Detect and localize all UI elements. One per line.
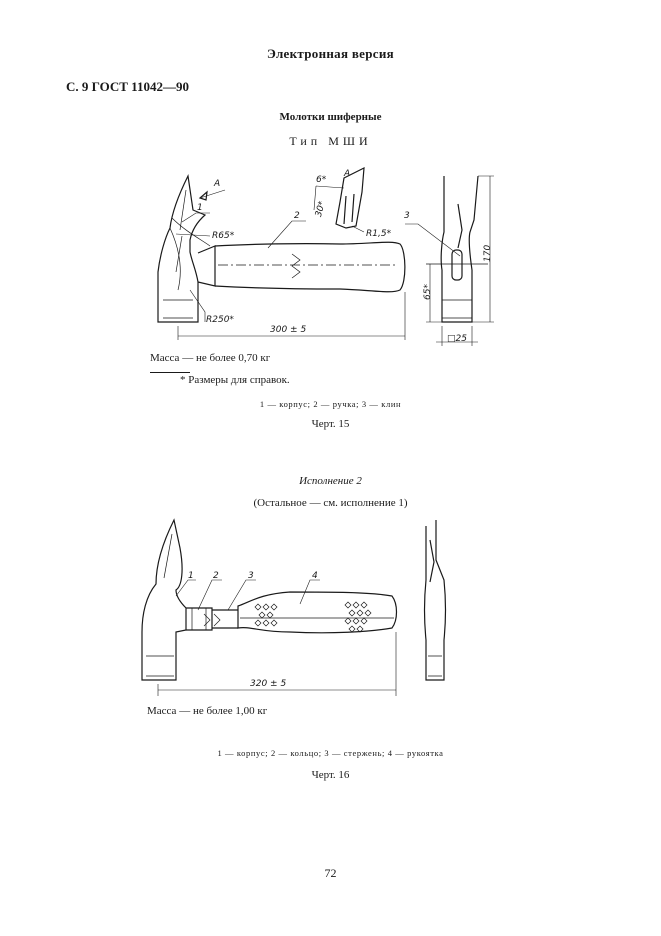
v2-label-4: 4 [312, 571, 318, 581]
view-section-label: А [344, 169, 351, 179]
label-r15: R1,5* [366, 229, 392, 239]
v2-label-1: 1 [188, 571, 194, 581]
page-number: 72 [324, 866, 337, 880]
variant-title: Исполнение 2 [299, 475, 362, 487]
label-30: 30* [313, 200, 328, 219]
label-r250: R250* [206, 315, 234, 325]
variant-note: (Остальное — см. исполнение 1) [253, 497, 408, 509]
label-65: 65* [423, 284, 433, 300]
label-170: 170 [483, 244, 493, 262]
label-sq25: □25 [447, 334, 467, 344]
v2-label-3: 3 [248, 571, 254, 581]
caption-2: Черт. 16 [311, 769, 350, 781]
footnote: * Размеры для справок. [180, 374, 290, 386]
section-title: Молотки шиферные [279, 111, 382, 123]
banner: Электронная версия [267, 46, 394, 61]
type-label: Тип МШИ [289, 134, 372, 148]
view-label: А [214, 179, 221, 189]
label-r65: R65* [212, 231, 235, 241]
label-2: 2 [294, 211, 300, 221]
label-length: 300 ± 5 [270, 325, 307, 335]
page-label: С. 9 ГОСТ 11042—90 [66, 79, 189, 94]
mass-1: Масса — не более 0,70 кг [150, 352, 271, 364]
caption-1: Черт. 15 [311, 418, 350, 430]
legend-1: 1 — корпус; 2 — ручка; 3 — клин [259, 399, 402, 409]
mass-2: Масса — не более 1,00 кг [147, 705, 268, 717]
legend-2: 1 — корпус; 2 — кольцо; 3 — стержень; 4 — рукоятка [217, 748, 444, 758]
label-3: 3 [404, 211, 410, 221]
v2-label-length: 320 ± 5 [250, 679, 287, 689]
grip-pattern [255, 602, 371, 632]
v2-label-2: 2 [213, 571, 219, 581]
label-1: 1 [197, 203, 203, 213]
label-6: 6* [316, 175, 327, 185]
